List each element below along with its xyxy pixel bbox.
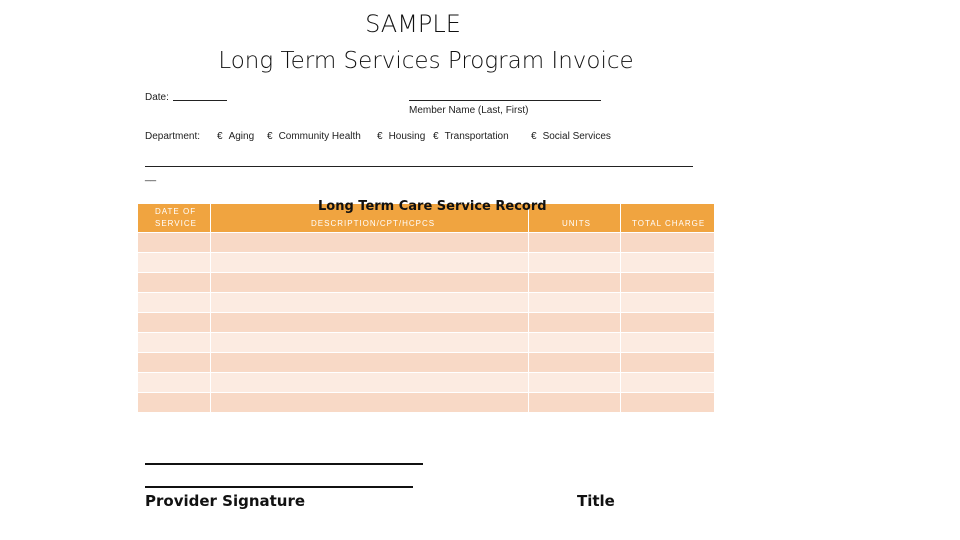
department-option-label: Aging	[228, 131, 255, 142]
table-cell-date[interactable]	[138, 333, 210, 352]
table-cell-description[interactable]	[211, 373, 528, 392]
department-option-label: Transportation	[444, 131, 509, 142]
table-cell-date[interactable]	[138, 393, 210, 412]
table-cell-units[interactable]	[529, 293, 620, 312]
table-cell-date[interactable]	[138, 313, 210, 332]
service-record-title: Long Term Care Service Record	[318, 199, 547, 214]
department-option-social-services[interactable]	[531, 131, 611, 142]
column-header-date-line2: SERVICE	[155, 219, 197, 228]
table-cell-total[interactable]	[621, 393, 714, 412]
signature-line[interactable]	[145, 455, 423, 465]
table-cell-units[interactable]	[529, 393, 620, 412]
title-label: Title	[577, 492, 615, 510]
table-cell-total[interactable]	[621, 373, 714, 392]
table-cell-total[interactable]	[621, 353, 714, 372]
column-header-total-charge: TOTAL CHARGE	[632, 219, 706, 228]
department-option-label: Community Health	[278, 131, 361, 142]
table-cell-description[interactable]	[211, 353, 528, 372]
department-option-community-health[interactable]	[267, 131, 361, 142]
table-cell-units[interactable]	[529, 273, 620, 292]
checkbox-icon[interactable]: €	[267, 131, 273, 142]
divider-continuation: __	[145, 171, 157, 182]
table-cell-date[interactable]	[138, 353, 210, 372]
column-header-units: UNITS	[562, 219, 591, 228]
table-cell-description[interactable]	[211, 313, 528, 332]
column-header-date-line1: DATE OF	[155, 207, 197, 216]
checkbox-icon[interactable]: €	[531, 131, 537, 142]
table-cell-units[interactable]	[529, 353, 620, 372]
table-cell-total[interactable]	[621, 253, 714, 272]
table-cell-total[interactable]	[621, 293, 714, 312]
table-cell-units[interactable]	[529, 233, 620, 252]
table-cell-total[interactable]	[621, 273, 714, 292]
table-cell-date[interactable]	[138, 293, 210, 312]
table-cell-description[interactable]	[211, 253, 528, 272]
table-cell-date[interactable]	[138, 273, 210, 292]
table-cell-description[interactable]	[211, 393, 528, 412]
checkbox-icon[interactable]: €	[217, 131, 223, 142]
department-option-transportation[interactable]	[433, 131, 509, 142]
department-option-label: Housing	[388, 131, 426, 142]
table-cell-description[interactable]	[211, 273, 528, 292]
department-option-label: Social Services	[542, 131, 611, 142]
table-cell-description[interactable]	[211, 233, 528, 252]
page-title: SAMPLE	[365, 10, 461, 38]
title-line[interactable]	[145, 478, 413, 488]
checkbox-icon[interactable]: €	[377, 131, 383, 142]
column-header-description: DESCRIPTION/CPT/HCPCS	[311, 219, 436, 228]
table-cell-units[interactable]	[529, 373, 620, 392]
table-cell-total[interactable]	[621, 333, 714, 352]
table-cell-units[interactable]	[529, 253, 620, 272]
table-cell-date[interactable]	[138, 253, 210, 272]
department-option-aging[interactable]	[217, 131, 254, 142]
date-field-line[interactable]	[173, 90, 227, 101]
provider-signature-label: Provider Signature	[145, 492, 306, 510]
member-name-field-line[interactable]	[409, 90, 601, 101]
table-cell-date[interactable]	[138, 373, 210, 392]
divider-line	[145, 157, 693, 167]
table-cell-units[interactable]	[529, 333, 620, 352]
department-option-housing[interactable]	[377, 131, 425, 142]
page-subtitle: Long Term Services Program Invoice	[218, 48, 634, 74]
table-cell-units[interactable]	[529, 313, 620, 332]
table-cell-date[interactable]	[138, 233, 210, 252]
department-label: Department:	[145, 131, 201, 142]
table-cell-total[interactable]	[621, 233, 714, 252]
member-name-label: Member Name (Last, First)	[409, 105, 529, 116]
date-label: Date:	[145, 92, 169, 103]
table-cell-description[interactable]	[211, 333, 528, 352]
table-cell-total[interactable]	[621, 313, 714, 332]
checkbox-icon[interactable]: €	[433, 131, 439, 142]
table-cell-description[interactable]	[211, 293, 528, 312]
